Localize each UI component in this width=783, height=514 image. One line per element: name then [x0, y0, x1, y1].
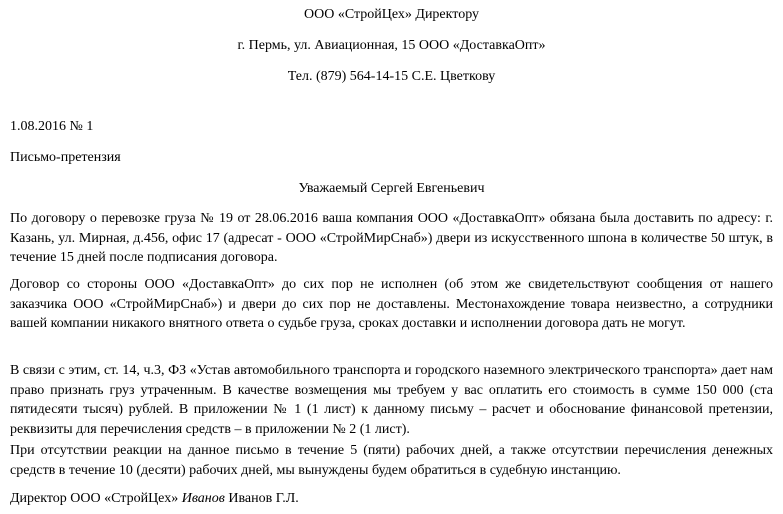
signature-handwritten: Иванов — [181, 491, 225, 506]
signature-name: Иванов Г.Л. — [228, 491, 299, 506]
letter-greeting: Уважаемый Сергей Евгеньевич — [298, 181, 485, 196]
signature-title: Директор ООО «СтройЦех» — [10, 491, 179, 506]
letter-paragraph-3: В связи с этим, ст. 14, ч.3, ФЗ «Устав автомобильного транспорта и городского наземного электрического транспорта» дает нам право признать груз утраченным. В качестве возмещения мы требуем у вас оплатить его стоимость в сумме 150 000 (ста пятидесяти тысяч) рублей. В приложении № 1 (1 лист) к данному письму – расчет и обоснование финансовой претензии, реквизиты для перечисления средств – в приложении № 2 (1 лист). — [10, 363, 773, 437]
recipient-line-3: Тел. (879) 564-14-15 С.Е. Цветкову — [287, 69, 496, 84]
letter-paragraph-2: Договор со стороны ООО «ДоставкаОпт» до сих пор не исполнен (об этом же свидетельствуют сообщения от нашего заказчика ООО «СтройМирСнаб») и двери до сих пор не доставлены. Местонахождение товара неизвестно, а сотрудники вашей компании никакого внятного ответа о судьбе груза, сроках доставки и исполнении договора дать не могут. — [10, 277, 773, 331]
letter-paragraph-4: При отсутствии реакции на данное письмо в течение 5 (пяти) рабочих дней, а также отсутствии перечисления денежных средств в течение 10 (десяти) рабочих дней, мы вынуждены будем обратиться в судебную инстанцию. — [10, 443, 773, 478]
letter-paragraph-1: По договору о перевозке груза № 19 от 28.06.2016 ваша компания ООО «ДоставкаОпт» обязана была доставить по адресу: г. Казань, ул. Мирная, д.456, офис 17 (адресат - ООО «СтройМирСнаб») двери из искусственного шпона в количестве 50 штук, в течение 15 дней после подписания договора. — [10, 211, 773, 265]
letter-doc-type: Письмо-претензия — [10, 150, 121, 165]
signature-block — [10, 490, 299, 508]
letter-date-number: 1.08.2016 № 1 — [10, 119, 94, 134]
recipient-line-2: г. Пермь, ул. Авиационная, 15 ООО «ДоставкаОпт» — [237, 38, 546, 53]
recipient-line-1: ООО «СтройЦех» Директору — [303, 7, 480, 22]
